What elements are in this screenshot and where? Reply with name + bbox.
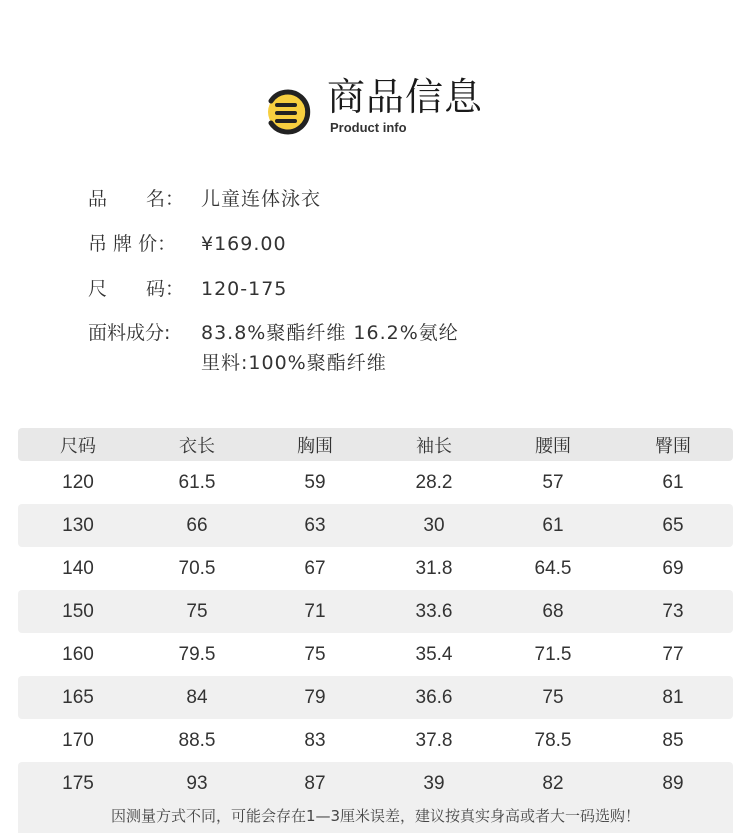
table-cell: 79	[304, 686, 326, 708]
table-cell: 73	[662, 600, 684, 622]
info-label-name-char1: 品	[88, 188, 108, 210]
info-value-fabric-line2: 里料:100%聚酯纤维	[201, 352, 387, 374]
table-cell: 175	[62, 772, 94, 794]
table-cell: 36.6	[415, 686, 453, 708]
table-cell: 68	[542, 600, 564, 622]
info-label-size-char2: 码：	[146, 278, 185, 300]
table-cell: 39	[423, 772, 445, 794]
info-label-size	[88, 274, 185, 304]
table-cell: 120	[62, 471, 94, 493]
table-cell: 165	[62, 686, 94, 708]
table-cell: 87	[304, 772, 326, 794]
table-cell: 71.5	[534, 643, 572, 665]
table-cell: 75	[304, 643, 326, 665]
table-cell: 88.5	[178, 729, 216, 751]
table-cell: 57	[542, 471, 564, 493]
table-cell: 75	[542, 686, 564, 708]
info-label-size-char1: 尺	[88, 278, 108, 300]
table-cell: 77	[662, 643, 684, 665]
info-label-name-char2: 名：	[146, 188, 185, 210]
info-value-price: ¥169.00	[201, 233, 287, 255]
info-value-size: 120-175	[201, 278, 288, 300]
table-cell: 75	[186, 600, 208, 622]
table-row	[18, 719, 733, 762]
table-row	[18, 547, 733, 590]
table-row	[18, 461, 733, 504]
table-cell: 93	[186, 772, 208, 794]
table-row	[18, 676, 733, 719]
section-header	[263, 77, 503, 139]
table-cell: 65	[662, 514, 684, 536]
table-cell: 71	[304, 600, 326, 622]
info-value-name: 儿童连体泳衣	[201, 188, 322, 210]
page-subtitle: Product info	[330, 120, 407, 135]
table-cell: 82	[542, 772, 564, 794]
table-header-cell: 衣长	[179, 435, 215, 457]
page-title: 商品信息	[327, 75, 484, 119]
table-cell: 61.5	[178, 471, 216, 493]
table-cell: 37.8	[415, 729, 453, 751]
table-cell: 67	[304, 557, 326, 579]
info-label-fabric: 面料成分:	[88, 322, 171, 344]
info-label-price: 吊 牌 价：	[88, 233, 177, 255]
table-header-cell: 尺码	[60, 435, 96, 457]
table-cell: 85	[662, 729, 684, 751]
info-value-fabric-line1: 83.8%聚酯纤维 16.2%氨纶	[201, 322, 459, 344]
table-header-cell: 臀围	[655, 435, 691, 457]
table-row	[18, 590, 733, 633]
table-cell: 170	[62, 729, 94, 751]
table-cell: 79.5	[178, 643, 216, 665]
info-label-name	[88, 184, 185, 214]
table-cell: 28.2	[415, 471, 453, 493]
table-row	[18, 633, 733, 676]
table-cell: 81	[662, 686, 684, 708]
table-cell: 69	[662, 557, 684, 579]
table-cell: 150	[62, 600, 94, 622]
measurement-note: 因测量方式不同，可能会存在1—3厘米误差，建议按真实身高或者大一码选购！	[18, 800, 733, 833]
table-cell: 140	[62, 557, 94, 579]
table-header-cell: 袖长	[416, 435, 452, 457]
table-cell: 59	[304, 471, 326, 493]
table-cell: 84	[186, 686, 208, 708]
table-cell: 61	[542, 514, 564, 536]
table-cell: 83	[304, 729, 326, 751]
document-list-icon	[263, 87, 313, 135]
table-body	[18, 461, 733, 805]
table-cell: 33.6	[415, 600, 453, 622]
table-cell: 130	[62, 514, 94, 536]
table-header-cell: 胸围	[297, 435, 333, 457]
table-header-cell: 腰围	[535, 435, 571, 457]
table-cell: 160	[62, 643, 94, 665]
table-cell: 66	[186, 514, 208, 536]
table-cell: 61	[662, 471, 684, 493]
table-cell: 35.4	[415, 643, 453, 665]
table-row	[18, 504, 733, 547]
table-header-row	[18, 428, 733, 461]
table-cell: 30	[423, 514, 445, 536]
table-cell: 78.5	[534, 729, 572, 751]
table-cell: 63	[304, 514, 326, 536]
table-cell: 70.5	[178, 557, 216, 579]
table-cell: 89	[662, 772, 684, 794]
table-cell: 64.5	[534, 557, 572, 579]
table-row	[18, 762, 733, 805]
size-table	[18, 428, 733, 805]
table-cell: 31.8	[415, 557, 453, 579]
